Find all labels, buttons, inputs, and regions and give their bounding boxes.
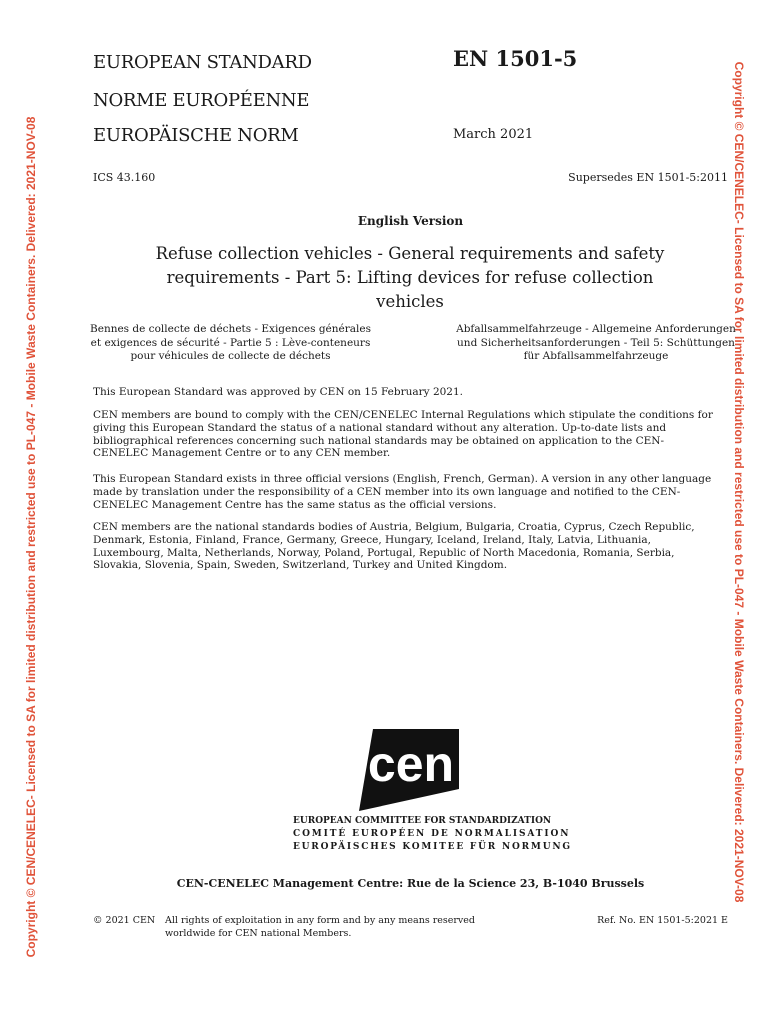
title-french: NORME EUROPÉENNE [93, 90, 310, 111]
org-name-english: EUROPEAN COMMITTEE FOR STANDARDIZATION [293, 816, 552, 826]
supersedes-note: Supersedes EN 1501-5:2011 [568, 171, 728, 184]
management-centre-address: CEN-CENELEC Management Centre: Rue de la Science 23, B-1040 Brussels [176, 877, 645, 890]
approval-paragraph: This European Standard was approved by CEN on 15 February 2021. [93, 386, 464, 398]
document-title: Refuse collection vehicles - General requirements and safety requirements - Part 5: Lifting devices for refuse collection vehicles [155, 244, 665, 311]
publication-date: March 2021 [453, 127, 534, 142]
footer-copyright: © 2021 CEN [93, 915, 156, 926]
language-version: English Version [357, 214, 464, 228]
org-name-german: EUROPÄISCHES KOMITEE FÜR NORMUNG [293, 842, 572, 852]
title-german-translation: Abfallsammelfahrzeuge - Allgemeine Anforderungen und Sicherheitsanforderungen - Teil 5: Schüttungen für Abfallsammelfahrzeuge [456, 323, 736, 362]
title-french-translation: Bennes de collecte de déchets - Exigences générales et exigences de sécurité - Partie 5 : Lève-conteneurs pour véhicules de collecte de déchets [90, 323, 371, 362]
title-german: EUROPÄISCHE NORM [93, 125, 299, 146]
footer-rights-notice: All rights of exploitation in any form and by any means reserved worldwide for CEN national Members. [165, 915, 476, 939]
title-english: EUROPEAN STANDARD [93, 52, 312, 73]
copyright-watermark-right: Copyright © CEN/CENELEC- Licensed to SA for limited distribution and restricted use to PL-047 - Mobile Waste Containers. Delivered: 2021-NOV-08 [732, 61, 746, 903]
copyright-watermark-left: Copyright © CEN/CENELEC- Licensed to SA for limited distribution and restricted use to PL-047 - Mobile Waste Containers. Delivered: 2021-NOV-08 [24, 116, 38, 958]
members-paragraph: CEN members are the national standards bodies of Austria, Belgium, Bulgaria, Croatia, Cyprus, Czech Republic, Denmark, Estonia, Finland, France, Germany, Greece, Hungary, Iceland, Ireland, Italy, Latvia, Lithuania, Luxembourg, Malta, Netherlands, Norway, Poland, Portugal, Republic of North Macedonia, Romania, Serbia, Slovakia, Slovenia, Spain, Sweden, Switzerland, Turkey and United Kingdom. [93, 521, 695, 572]
compliance-paragraph: CEN members are bound to comply with the CEN/CENELEC Internal Regulations which stipulate the conditions for giving this European Standard the status of a national standard without any alteration. Up-to-date lists and bibliographical references concerning such national standards may be obtained on application to the CEN-CENELEC Management Centre or to any CEN member. [93, 409, 713, 460]
cen-logo-text: cen [367, 736, 455, 792]
footer-reference-number: Ref. No. EN 1501-5:2021 E [597, 915, 728, 926]
standard-number: EN 1501-5 [453, 46, 578, 71]
versions-paragraph: This European Standard exists in three official versions (English, French, German). A version in any other language made by translation under the responsibility of a CEN member into its own language and notified to the CEN-CENELEC Management Centre has the same status as the official versions. [93, 473, 712, 511]
ics-code: ICS 43.160 [93, 171, 156, 184]
org-name-french: COMITÉ EUROPÉEN DE NORMALISATION [293, 829, 571, 839]
cen-logo [359, 729, 459, 811]
